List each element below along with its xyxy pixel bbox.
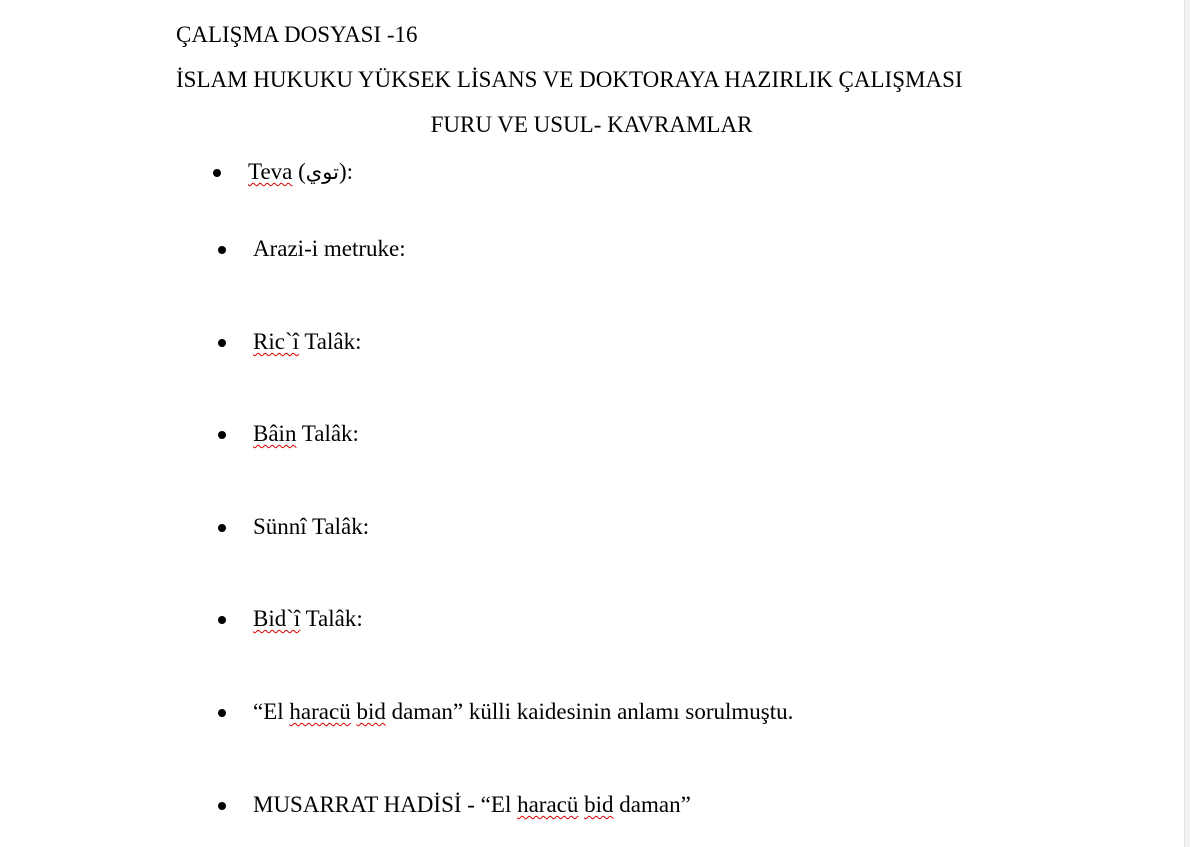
bullet-icon bbox=[218, 616, 226, 624]
list-item-rici-talak bbox=[0, 329, 1100, 359]
bullet-icon bbox=[213, 169, 221, 177]
list-item-teva bbox=[0, 159, 1100, 189]
list-item-sunni-talak bbox=[0, 514, 1100, 544]
list-item-text: Bid`î Talâk: bbox=[253, 606, 363, 631]
bullet-icon bbox=[218, 802, 226, 810]
misspelled-word: Teva bbox=[248, 159, 293, 184]
list-item-bidi-talak bbox=[0, 606, 1100, 636]
document-code-line: ÇALIŞMA DOSYASI -16 bbox=[176, 22, 418, 47]
list-item-text: MUSARRAT HADİSİ - “El haracü bid daman” bbox=[253, 792, 691, 817]
bullet-icon bbox=[218, 246, 226, 254]
document-title: İSLAM HUKUKU YÜKSEK LİSANS VE DOKTORAYA HAZIRLIK ÇALIŞMASI bbox=[176, 67, 963, 92]
document-subtitle: FURU VE USUL- KAVRAMLAR bbox=[430, 112, 753, 137]
misspelled-word: Ric`î bbox=[253, 329, 299, 354]
bullet-icon bbox=[218, 524, 226, 532]
misspelled-word: haracü bbox=[517, 792, 579, 817]
list-item-text: Arazi-i metruke: bbox=[253, 236, 406, 261]
list-item-text: Bâin Talâk: bbox=[253, 421, 359, 446]
list-item-text: Teva (توي): bbox=[248, 159, 353, 184]
page-edge-divider bbox=[1184, 0, 1190, 847]
misspelled-word: Bid`î bbox=[253, 606, 301, 631]
bullet-icon bbox=[218, 339, 226, 347]
list-item-el-haracu-kaide bbox=[0, 699, 1100, 729]
misspelled-word: Bâin bbox=[253, 421, 297, 446]
misspelled-word: bid bbox=[356, 699, 386, 724]
list-item-arazi-i-metruke bbox=[0, 236, 1100, 266]
list-item-bain-talak bbox=[0, 421, 1100, 451]
list-item-musarrat-hadisi bbox=[0, 792, 1100, 822]
list-item-text: Sünnî Talâk: bbox=[253, 514, 370, 539]
list-item-text: Ric`î Talâk: bbox=[253, 329, 362, 354]
misspelled-word: haracü bbox=[289, 699, 351, 724]
bullet-icon bbox=[218, 431, 226, 439]
list-item-text: “El haracü bid daman” külli kaidesinin anlamı sorulmuştu. bbox=[253, 699, 794, 724]
bullet-icon bbox=[218, 709, 226, 717]
arabic-term: توي bbox=[305, 160, 339, 184]
misspelled-word: bid bbox=[584, 792, 614, 817]
